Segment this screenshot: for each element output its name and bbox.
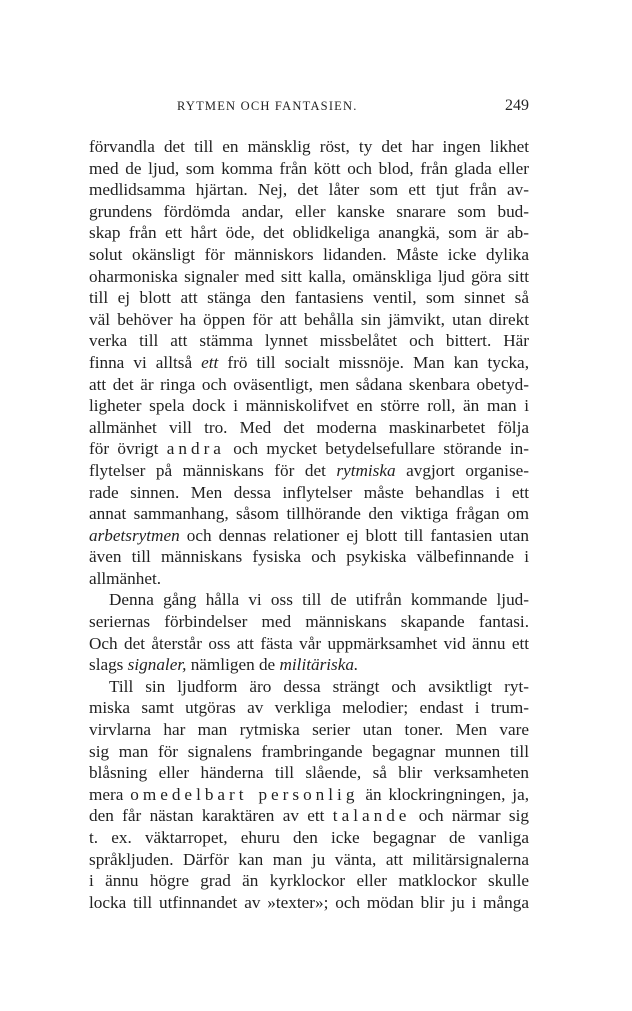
text-line (89, 568, 529, 590)
text-line (89, 805, 529, 827)
text-line (89, 762, 529, 784)
text-line (89, 309, 529, 331)
text-segment: till ej blott att stänga den fantasiens ventil, som sinnet så (89, 288, 529, 308)
spaced-text: andra (166, 439, 225, 459)
text-line (89, 136, 529, 158)
spaced-text: omedelbart personlig (130, 784, 359, 804)
text-line (89, 654, 529, 676)
text-line (89, 158, 529, 180)
text-segment: och mycket betydelsefullare störande in- (224, 439, 529, 459)
text-line (89, 244, 529, 266)
text-line (89, 330, 529, 352)
text-segment: med de ljud, som komma från kött och blod, från glada eller (89, 158, 529, 178)
text-line (89, 222, 529, 244)
text-line (89, 697, 529, 719)
text-segment: och dennas relationer ej blott till fantasien utan (179, 525, 529, 545)
text-segment: annat sammanhang, såsom tillhörande den viktiga frågan om (89, 504, 529, 524)
text-line (89, 482, 529, 504)
text-segment: och närmar sig (410, 806, 529, 826)
italic-text: ett (201, 352, 219, 372)
text-line (89, 395, 529, 417)
running-head: RYTMEN OCH FANTASIEN. (177, 99, 358, 113)
text-segment: frö till socialt missnöje. Man kan tycka, (218, 352, 529, 372)
text-segment: även till människans fysiska och psykiska välbefinnande i (89, 547, 529, 567)
text-line (89, 676, 529, 698)
text-line (89, 287, 529, 309)
text-segment: grundens fördömda andar, eller kanske snarare som bud- (89, 201, 529, 221)
text-segment: t. ex. väktarropet, ehuru den icke begagnar de vanliga (89, 828, 529, 847)
text-segment: för övrigt (89, 439, 167, 459)
text-line (89, 266, 529, 288)
text-segment: Denna gång hålla vi oss till de utifrån kommande ljud- (109, 590, 529, 610)
text-line (89, 201, 529, 223)
text-segment: finna vi alltså (89, 352, 202, 372)
text-segment: Till sin ljudform äro dessa strängt och avsiktligt ryt- (109, 676, 529, 696)
text-segment: sig man för signalens frambringande begagnar munnen till (89, 741, 529, 761)
text-segment: väl behöver ha öppen för att behålla sin jämvikt, utan direkt (89, 309, 529, 329)
text-segment: ligheter spela dock i människolifvet en större roll, än man i (89, 396, 529, 416)
text-segment: medlidsamma hjärtan. Nej, det låter som ett tjut från av- (89, 180, 529, 200)
text-line (89, 546, 529, 568)
text-line (89, 417, 529, 439)
text-segment: i ännu högre grad än kyrklockor eller matklockor skulle (89, 871, 529, 891)
text-line (89, 352, 529, 374)
text-line (89, 870, 529, 892)
text-segment: locka till utfinnandet av »texter»; och mödan blir ju i många (89, 892, 529, 912)
text-segment: oharmoniska signaler med sitt kalla, omänskliga ljud göra sitt (89, 266, 529, 286)
text-segment: solut okänsligt för människors lidanden. Måste icke dylika (89, 244, 529, 264)
page-header (89, 97, 529, 121)
text-segment: seriernas förbindelser med människans skapande fantasi. (89, 612, 529, 632)
text-segment: rade sinnen. Men dessa inflytelser måste behandlas i ett (89, 482, 529, 502)
text-segment: allmänhet vill tro. Med det moderna maskinarbetet följa (89, 417, 529, 437)
text-line (89, 525, 529, 547)
text-line (89, 633, 529, 655)
text-segment: flytelser på människans för det (89, 460, 337, 480)
text-line (89, 460, 529, 482)
text-line (89, 438, 529, 460)
text-line (89, 611, 529, 633)
text-segment: språkljuden. Därför kan man ju vänta, att militärsignalerna (89, 849, 529, 869)
text-segment: virvlarna har man rytmiska serier utan toner. Men vare (89, 720, 529, 740)
text-segment: än klockringningen, ja, (358, 784, 529, 804)
text-segment: allmänhet. (89, 568, 162, 588)
text-line (89, 589, 529, 611)
italic-text: signaler, (127, 655, 187, 675)
italic-text: militäriska. (279, 655, 359, 675)
text-line (89, 892, 529, 914)
text-segment: nämligen de (186, 655, 280, 675)
text-line (89, 374, 529, 396)
text-segment: slags (89, 655, 128, 675)
text-segment: att det är ringa och oväsentligt, men sådana skenbara obetyd- (89, 374, 529, 394)
text-segment: verka till att stämma lynnet missbelåtet och bittert. Här (89, 331, 529, 351)
italic-text: arbetsrytmen (89, 525, 180, 545)
spaced-text: talande (332, 806, 411, 826)
text-segment: blåsning eller händerna till slående, så blir verksamheten (89, 763, 529, 783)
text-segment: mera (89, 784, 131, 804)
text-line (89, 784, 529, 806)
text-segment: skap från ett hårt öde, det oblidkeliga anangkä, som är ab- (89, 223, 529, 243)
text-line (89, 849, 529, 871)
text-segment: miska samt utgöras av verkliga melodier; endast i trum- (89, 698, 529, 718)
text-line (89, 503, 529, 525)
body-text (89, 136, 529, 913)
text-segment: förvandla det till en mänsklig röst, ty det har ingen likhet (89, 137, 529, 156)
text-segment: den får nästan karaktären av ett (89, 806, 333, 826)
text-line (89, 827, 529, 849)
italic-text: rytmiska (336, 460, 396, 480)
text-line (89, 719, 529, 741)
text-line (89, 179, 529, 201)
text-line (89, 741, 529, 763)
text-segment: Och det återstår oss att fästa vår uppmärksamhet vid ännu ett (89, 633, 529, 653)
page-number: 249 (505, 97, 529, 114)
text-segment: avgjort organise- (395, 460, 529, 480)
